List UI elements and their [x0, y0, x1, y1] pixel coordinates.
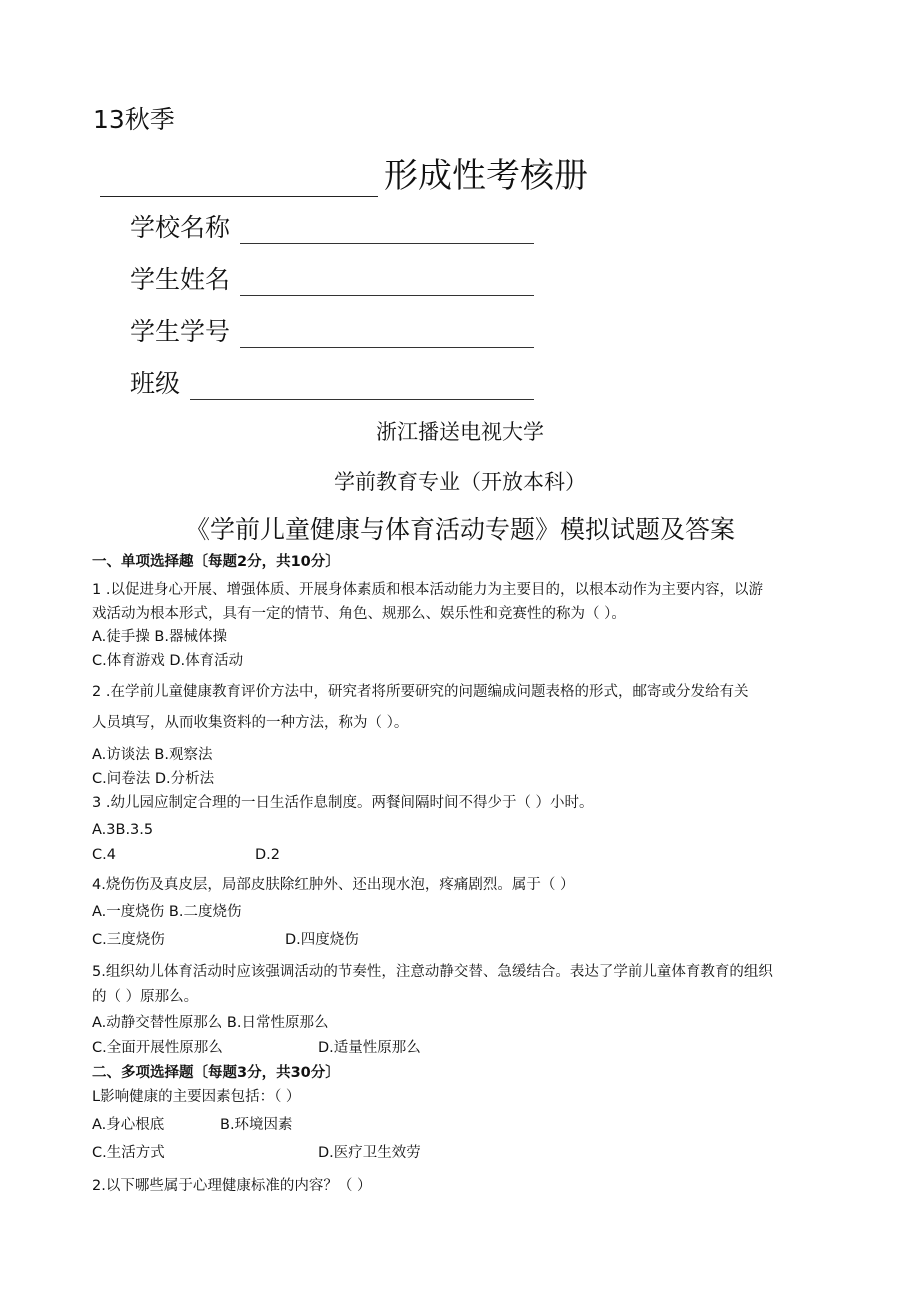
- q2-options-cd: C.问卷法 D.分析法: [92, 771, 215, 787]
- student-name-field[interactable]: [130, 260, 534, 296]
- major-name: 学前教育专业（开放本科）: [334, 470, 586, 494]
- q5-option-d: D.适量性原那么: [318, 1040, 421, 1056]
- q2-options-ab: A.访谈法 B.观察法: [92, 747, 213, 763]
- student-id-field[interactable]: [130, 312, 534, 348]
- q3-option-d: D.2: [255, 847, 280, 863]
- q3-option-c: C.4: [92, 847, 116, 863]
- q5-line2: 的（ ）原那么。: [92, 989, 199, 1005]
- field-blank-line: [240, 269, 534, 296]
- field-label: 学校名称: [130, 213, 231, 242]
- q4-options-ab: A.一度烧伤 B.二度烧伤: [92, 904, 242, 920]
- section2-heading: 二、多项选择题〔每题3分，共30分〕: [92, 1065, 340, 1081]
- field-blank-line: [190, 373, 534, 400]
- mq2-line1: 2.以下哪些属于心理健康标准的内容？（ ）: [92, 1178, 372, 1194]
- q1-options-ab: A.徒手操 B.器械体操: [92, 629, 227, 645]
- q1-line2: 戏活动为根本形式，具有一定的情节、角色、规那么、娱乐性和竞赛性的称为（ ）。: [92, 606, 626, 622]
- mq1-option-a: A.身心根底: [92, 1117, 165, 1133]
- field-label: 班级: [130, 369, 181, 398]
- class-field[interactable]: [130, 364, 534, 400]
- field-label: 学生学号: [130, 317, 231, 346]
- title-blank-line: [100, 162, 378, 197]
- q3-options-ab: A.3B.3.5: [92, 822, 154, 838]
- field-label: 学生姓名: [130, 265, 231, 294]
- q5-options-ab: A.动静交替性原那么 B.日常性原那么: [92, 1015, 329, 1031]
- mq1-option-d: D.医疗卫生效劳: [318, 1145, 421, 1161]
- school-name-field[interactable]: [130, 208, 534, 244]
- booklet-title: [100, 148, 588, 197]
- section1-heading: 一、单项选择趣〔每题2分，共10分〕: [92, 554, 340, 570]
- field-blank-line: [240, 217, 534, 244]
- mq1-option-c: C.生活方式: [92, 1145, 165, 1161]
- mq1-option-b: B.环境因素: [220, 1117, 293, 1133]
- season-label: 13秋季: [93, 105, 175, 134]
- field-blank-line: [240, 321, 534, 348]
- q4-option-d: D.四度烧伤: [285, 932, 359, 948]
- q5-line1: 5.组织幼儿体育活动时应该强调活动的节奏性，注意动静交替、急缓结合。表达了学前儿童体育教育的组织: [92, 964, 773, 980]
- booklet-title-text: 形成性考核册: [384, 156, 588, 196]
- q3-line1: 3 .幼儿园应制定合理的一日生活作息制度。两餐间隔时间不得少于（ ）小时。: [92, 795, 594, 811]
- exam-title: 《学前儿童健康与体育活动专题》模拟试题及答案: [184, 515, 735, 544]
- university-name: 浙江播送电视大学: [376, 420, 544, 444]
- q4-option-c: C.三度烧伤: [92, 932, 165, 948]
- q1-options-cd: C.体育游戏 D.体育活动: [92, 653, 244, 669]
- q2-line1: 2 .在学前儿童健康教育评价方法中，研究者将所要研究的问题编成问题表格的形式，邮寄或分发给有关: [92, 684, 749, 700]
- q5-option-c: C.全面开展性原那么: [92, 1040, 223, 1056]
- mq1-line1: L影响健康的主要因素包括：（ ）: [92, 1089, 301, 1105]
- q2-line2: 人员填写，从而收集资料的一种方法，称为（ ）。: [92, 715, 409, 731]
- q4-line1: 4.烧伤伤及真皮层，局部皮肤除红肿外、还出现水泡，疼痛剧烈。属于（ ）: [92, 877, 575, 893]
- q1-line1: 1 .以促进身心开展、增强体质、开展身体素质和根本活动能力为主要目的，以根本动作为主要内容，以游: [92, 582, 763, 598]
